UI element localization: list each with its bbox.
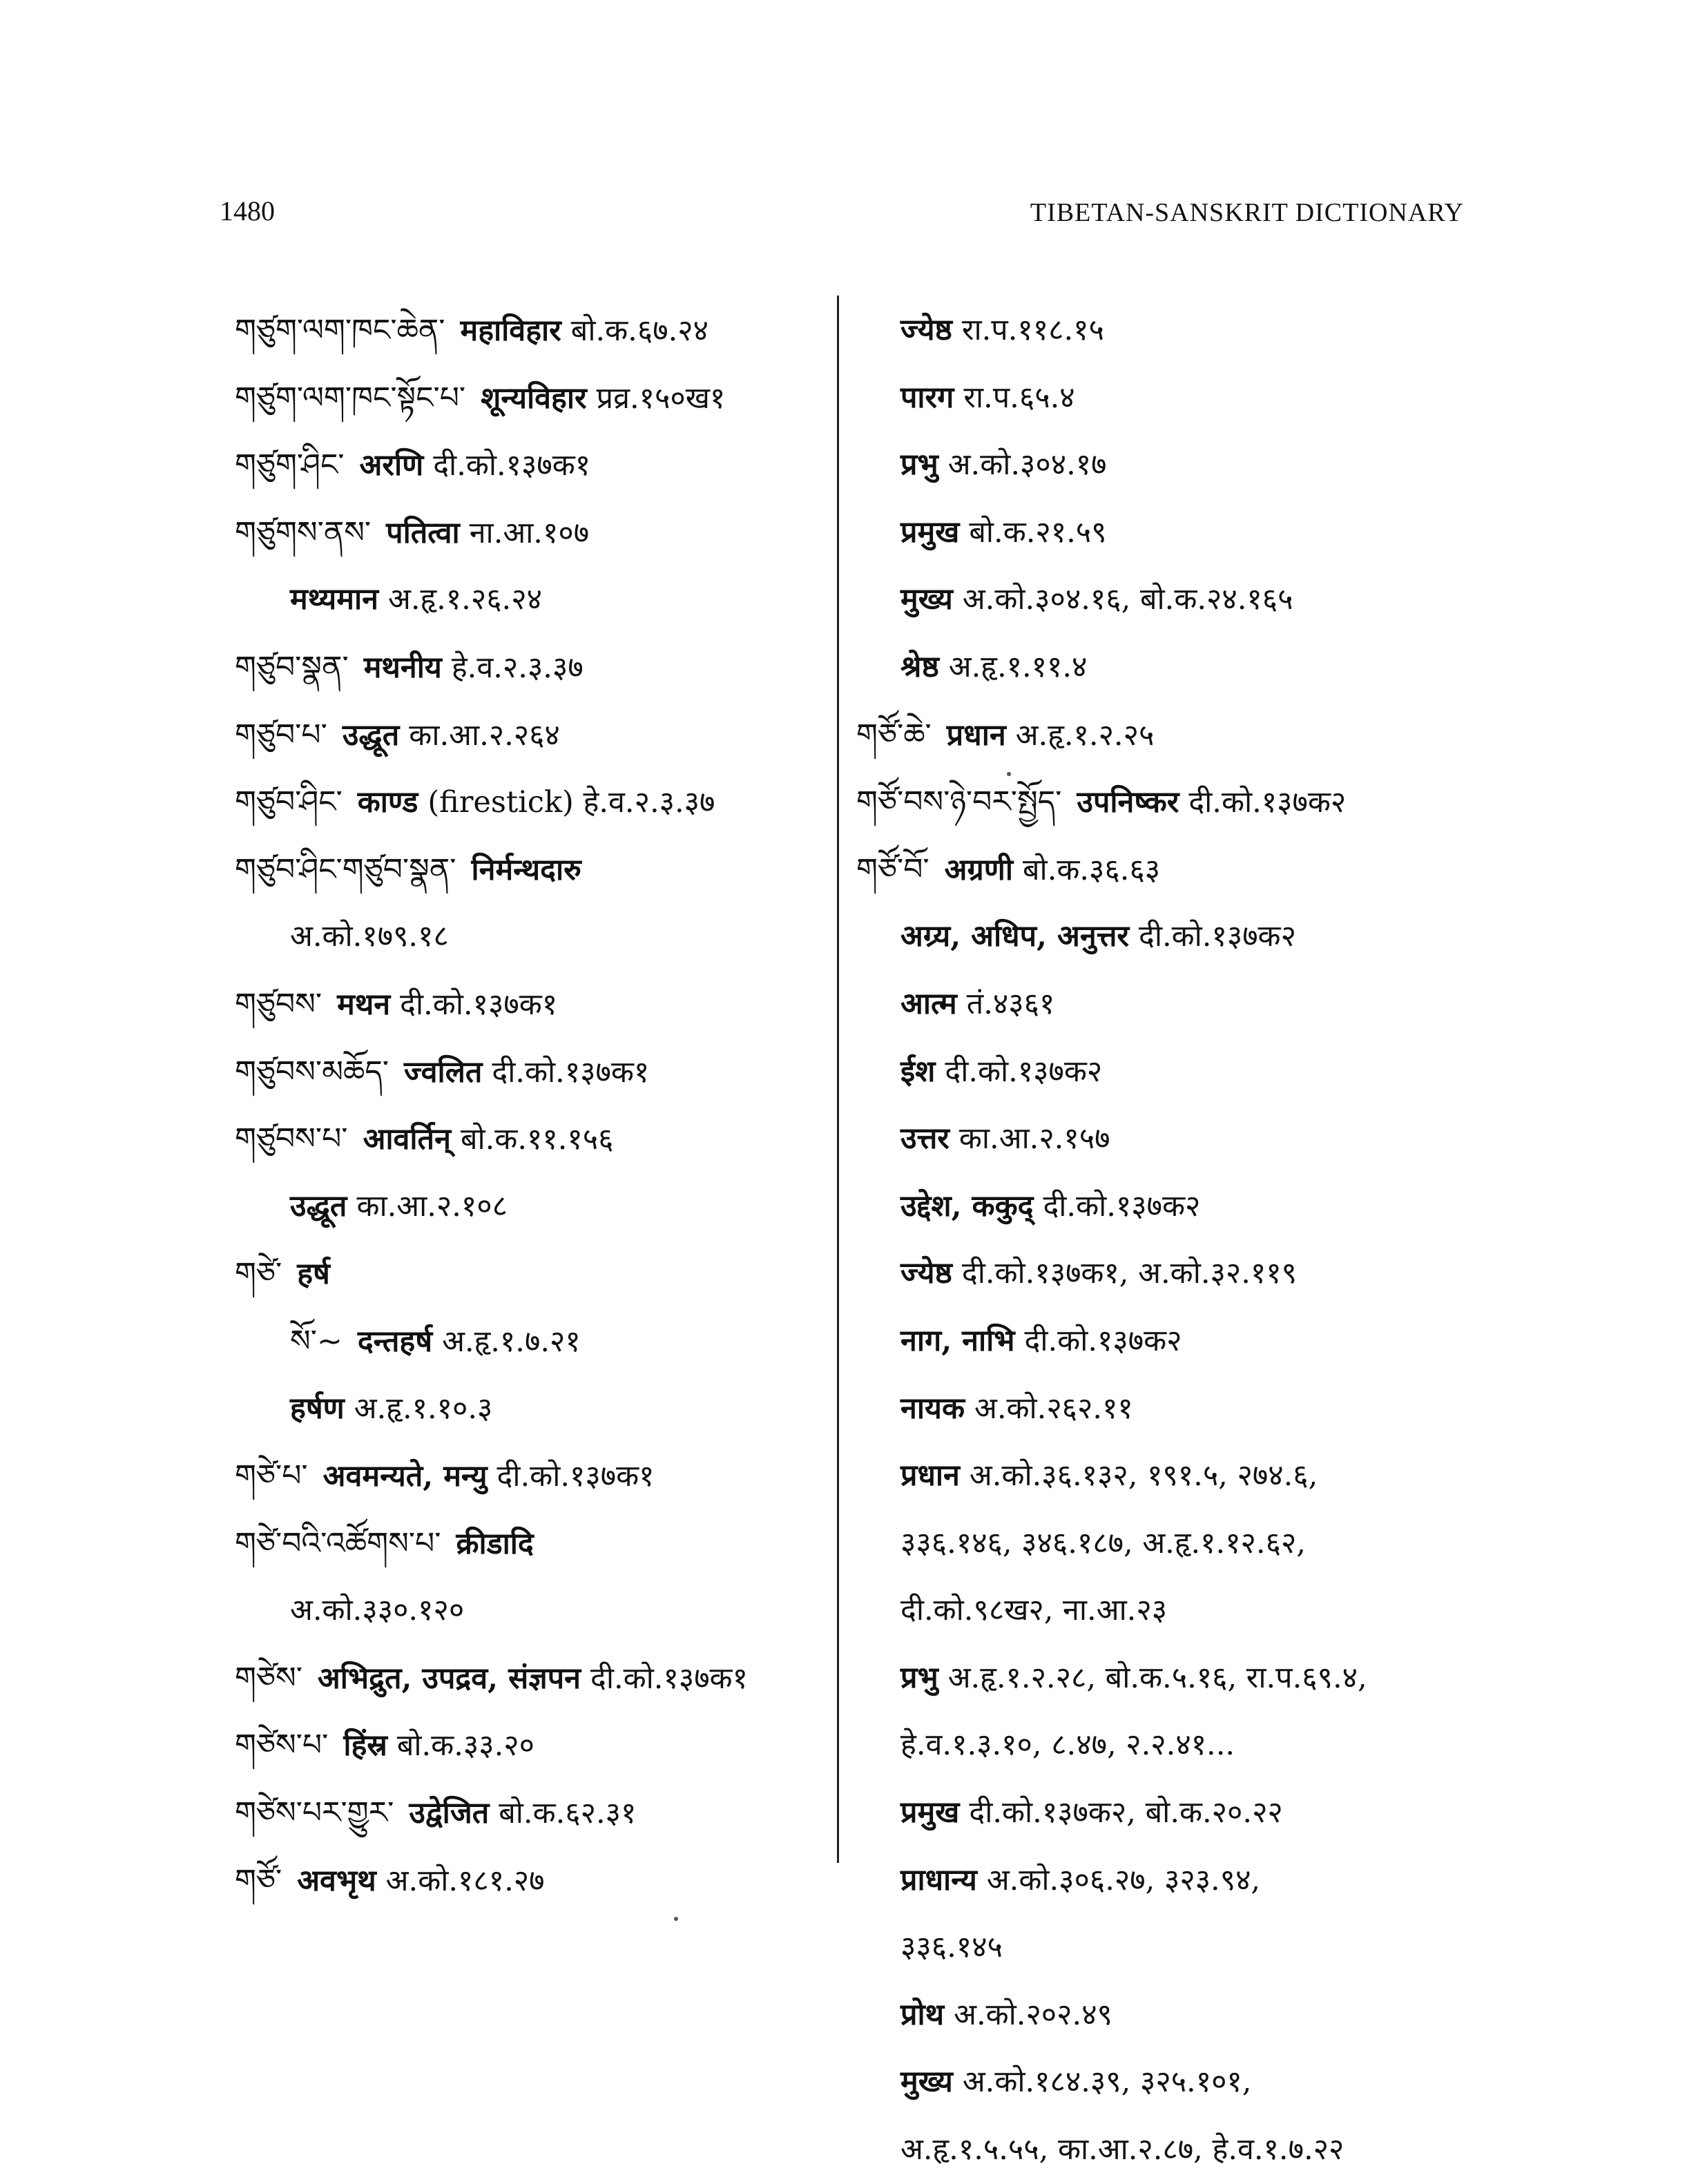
dictionary-line (235, 297, 822, 365)
sanskrit-headword: महाविहार (460, 313, 561, 348)
sanskrit-headword: पतित्वा (386, 515, 460, 550)
sanskrit-headword: आत्म (900, 986, 957, 1021)
sanskrit-headword: प्राधान्य (900, 1862, 977, 1897)
source-reference: का.आ.२.२६४ (409, 717, 560, 753)
tibetan-term: གཙུབ་ཤིང་ (235, 784, 343, 820)
tibetan-term: གཙོ་ཆེ་ (856, 717, 932, 753)
sanskrit-headword: अवभृथ (297, 1863, 376, 1898)
dictionary-line (235, 1038, 822, 1106)
sanskrit-headword: अग्रणी (944, 852, 1013, 887)
dictionary-line (856, 566, 1478, 634)
source-reference: प्रव्र.१५०ख१ (596, 380, 726, 416)
sanskrit-headword: प्रभु (900, 447, 938, 483)
dictionary-line (856, 971, 1478, 1038)
dictionary-line (235, 702, 822, 769)
dictionary-line (856, 1914, 1478, 1982)
dictionary-line (856, 769, 1478, 836)
source-reference: दी.को.१३७क२ (1043, 1188, 1201, 1224)
tibetan-term: གཙུག་ལག་ཁང་ཆེན་ (235, 313, 445, 348)
dictionary-line (856, 1375, 1478, 1443)
tibetan-term: གཙུག་ལག་ཁང་སྟོང་པ་ (235, 380, 466, 416)
sanskrit-headword: ईश (900, 1054, 936, 1089)
sanskrit-headword: प्रमुख (900, 514, 960, 550)
column-divider (837, 296, 839, 1863)
dictionary-line (235, 1779, 822, 1847)
sanskrit-headword: हर्षण (290, 1391, 345, 1426)
tibetan-term: གཙོ་ (235, 1862, 282, 1898)
source-reference: रा.प.११८.१५ (961, 313, 1104, 347)
scan-speck (1007, 772, 1011, 776)
tibetan-term: སོ་~ (290, 1323, 343, 1359)
source-reference: बो.क.३६.६३ (1023, 852, 1161, 887)
dictionary-line (856, 1105, 1478, 1173)
sanskrit-headword: ज्येष्ठ (900, 1256, 952, 1291)
source-reference: अ.हृ.१.२६.२४ (387, 582, 542, 617)
dictionary-line (856, 1173, 1478, 1241)
sanskrit-headword: शून्यविहार (481, 380, 587, 416)
dictionary-line (235, 769, 822, 836)
source-reference: हे.व.२.३.३७ (451, 650, 584, 685)
dictionary-line (235, 1308, 822, 1375)
source-reference: दी.को.९८ख२, ना.आ.२३ (900, 1593, 1168, 1628)
source-reference: दी.को.१३७क२, बो.क.२०.२२ (969, 1795, 1283, 1830)
sanskrit-headword: नायक (900, 1391, 965, 1426)
source-reference: बो.क.२१.५९ (969, 514, 1107, 550)
source-reference: दी.को.१३७क१ (492, 1054, 650, 1090)
source-reference: बो.क.६२.३१ (499, 1796, 637, 1831)
sanskrit-headword: क्रीडादि (456, 1526, 534, 1561)
sanskrit-headword: मुख्य (900, 2065, 953, 2100)
tibetan-term: གཙེ་པ་ (235, 1458, 308, 1494)
dictionary-line (235, 1173, 822, 1241)
source-reference: दी.को.१३७क२ (1139, 919, 1296, 954)
dictionary-line (235, 903, 822, 971)
source-reference: का.आ.२.१०८ (356, 1188, 508, 1224)
dictionary-line (856, 1847, 1478, 1915)
source-reference: अ.को.१८४.३९, ३२५.१०१, (962, 2065, 1252, 2100)
source-reference: बो.क.३३.२० (396, 1728, 534, 1763)
sanskrit-headword: प्रमुख (900, 1795, 960, 1830)
source-reference: अ.को.३०६.२७, ३२३.९४, (986, 1862, 1261, 1897)
source-reference: अ.को.३६.१३२, १९१.५, २७४.६, (969, 1458, 1318, 1494)
sanskrit-headword: उपनिष्कर (1077, 785, 1179, 820)
sanskrit-headword: श्रेष्ठ (900, 649, 939, 684)
sanskrit-headword: अभिद्रुत, उपद्रव, संज्ञपन (317, 1661, 581, 1696)
dictionary-line (235, 1240, 822, 1308)
source-reference: दी.को.१३७क१ (497, 1459, 655, 1494)
tibetan-term: གཙེ་བའི་འཚོགས་པ་ (235, 1525, 441, 1561)
dictionary-line (856, 1442, 1478, 1510)
tibetan-term: གཙུབས་པ་ (235, 1121, 348, 1157)
dictionary-line (235, 1847, 822, 1915)
dictionary-line (235, 1577, 822, 1645)
source-reference: अ.हृ.१.२.२५ (1015, 717, 1155, 753)
sanskrit-headword: हर्ष (297, 1257, 330, 1292)
sanskrit-headword: प्रधान (946, 717, 1006, 753)
source-reference: तं.४३६१ (966, 986, 1055, 1021)
dictionary-line (235, 1510, 822, 1578)
sanskrit-headword: मथनीय (363, 650, 442, 685)
sanskrit-headword: उद्धूत (342, 717, 400, 753)
dictionary-line (856, 1510, 1478, 1578)
source-reference: अ.को.२०२.४९ (954, 1997, 1112, 2032)
sanskrit-headword: दन्तहर्ष (357, 1324, 433, 1359)
source-reference: हे.व.१.३.१०, ८.४७, २.२.४१... (900, 1728, 1235, 1763)
source-reference: अ.हृ.१.१०.३ (354, 1391, 493, 1426)
sanskrit-headword: उद्वेजित (409, 1796, 490, 1831)
source-reference: ३३६.१४५ (900, 1930, 1003, 1965)
source-reference: का.आ.२.१५७ (958, 1121, 1110, 1157)
source-reference: अ.हृ.१.५.५५, का.आ.२.८७, हे.व.१.७.२२ (900, 2132, 1345, 2167)
source-reference: दी.को.१३७क२ (1188, 785, 1347, 820)
dictionary-line (235, 1105, 822, 1173)
left-column (235, 297, 822, 1914)
dictionary-line (856, 634, 1478, 702)
source-reference: दी.को.१३७क२ (1024, 1323, 1182, 1358)
dictionary-line (856, 836, 1478, 904)
dictionary-line (856, 1982, 1478, 2049)
sanskrit-headword: मुख्य (900, 582, 953, 617)
sanskrit-headword: हिंस्र (343, 1728, 387, 1763)
dictionary-line (235, 499, 822, 567)
dictionary-line (856, 2049, 1478, 2116)
source-reference: अ.को.२६२.११ (974, 1391, 1133, 1426)
tibetan-term: གཙོ་བས་ཉེ་བར་སྤྱོད་ (856, 784, 1062, 820)
dictionary-line (856, 1308, 1478, 1375)
sanskrit-headword: उत्तर (900, 1121, 950, 1157)
dictionary-line (856, 365, 1478, 432)
sanskrit-headword: ज्वलित (404, 1054, 483, 1090)
dictionary-line (235, 1645, 822, 1712)
dictionary-line (856, 432, 1478, 499)
sanskrit-headword: उद्देश, ककुद् (900, 1188, 1034, 1224)
tibetan-term: གཙོ་བོ་ (856, 851, 929, 887)
dictionary-line (856, 903, 1478, 971)
sanskrit-headword: काण्ड (357, 785, 418, 820)
dictionary-line (856, 1779, 1478, 1847)
page-number: 1480 (220, 195, 275, 226)
source-reference: बो.क.६७.२४ (570, 313, 709, 348)
tibetan-term: གཙེས་པར་གྱུར་ (235, 1795, 394, 1831)
dictionary-line (856, 1712, 1478, 1779)
dictionary-line (856, 1577, 1478, 1645)
dictionary-line (235, 566, 822, 634)
sanskrit-headword: प्रोथ (900, 1997, 945, 2032)
sanskrit-headword: नाग, नाभि (900, 1323, 1015, 1358)
source-reference: अ.हृ.१.७.२१ (442, 1324, 581, 1359)
sanskrit-headword: मथ्यमान (290, 582, 378, 617)
source-reference: बो.क.११.१५६ (460, 1122, 614, 1157)
dictionary-line (235, 1712, 822, 1779)
tibetan-term: གཙུབས་ (235, 986, 322, 1022)
sanskrit-headword: निर्मन्थदारु (471, 852, 581, 887)
sanskrit-headword: अवमन्यते, मन्यु (322, 1459, 488, 1494)
dictionary-line (856, 702, 1478, 769)
dictionary-line (856, 1038, 1478, 1106)
source-reference: अ.को.१८१.२७ (385, 1863, 545, 1898)
dictionary-line (235, 971, 822, 1038)
tibetan-term: གཙུབ་ཤིང་གཙུབ་སྣན་ (235, 851, 456, 887)
tibetan-term: གཙུག་ཤིང་ (235, 447, 345, 483)
tibetan-term: གཙེ་ (235, 1256, 282, 1292)
source-reference: अ.को.३०४.१७ (947, 447, 1107, 483)
dictionary-line (856, 499, 1478, 567)
tibetan-term: གཙུབ་སྣན་ (235, 649, 349, 685)
source-reference: अ.हृ.१.२.२८, बो.क.५.१६, रा.प.६९.४, (947, 1660, 1367, 1695)
source-reference: दी.को.१३७क२ (945, 1054, 1103, 1089)
running-head: TIBETAN-SANSKRIT DICTIONARY (1030, 198, 1464, 227)
scan-speck (674, 1917, 678, 1921)
sanskrit-headword: अरणि (359, 448, 424, 483)
sanskrit-headword: ज्येष्ठ (900, 313, 952, 347)
sanskrit-headword: उद्धूत (290, 1188, 347, 1224)
dictionary-line (235, 836, 822, 904)
dictionary-line (235, 432, 822, 499)
right-column (856, 297, 1478, 2184)
source-reference: अ.को.३०४.१६, बो.क.२४.१६५ (962, 582, 1293, 617)
dictionary-line (856, 2116, 1478, 2184)
tibetan-term: གཙེས་ (235, 1660, 302, 1696)
dictionary-line (235, 1442, 822, 1510)
source-reference: ३३६.१४६, ३४६.१८७, अ.हृ.१.१२.६२, (900, 1525, 1306, 1560)
source-reference: (firestick) हे.व.२.३.३७ (427, 785, 715, 820)
tibetan-term: གཙུབ་པ་ (235, 717, 327, 753)
source-reference: ना.आ.१०७ (469, 515, 590, 550)
dictionary-line (856, 1645, 1478, 1712)
dictionary-line (235, 1375, 822, 1443)
source-reference: अ.को.१७९.१८ (290, 919, 449, 954)
tibetan-term: གཙུགས་ནས་ (235, 514, 372, 550)
sanskrit-headword: पारग (900, 380, 954, 415)
sanskrit-headword: अग्र्य, अधिप, अनुत्तर (900, 919, 1129, 954)
source-reference: दी.को.१३७क१ (433, 448, 591, 483)
source-reference: दी.को.१३७क१ (590, 1661, 748, 1696)
source-reference: अ.हृ.१.११.४ (948, 649, 1088, 684)
source-reference: रा.प.६५.४ (963, 380, 1075, 415)
dictionary-line (856, 297, 1478, 365)
sanskrit-headword: प्रधान (900, 1458, 960, 1494)
dictionary-line (235, 365, 822, 432)
tibetan-term: གཙེས་པ་ (235, 1728, 329, 1763)
source-reference: दी.को.१३७क१, अ.को.३२.११९ (961, 1256, 1297, 1291)
source-reference: दी.को.१३७क१ (400, 987, 558, 1022)
sanskrit-headword: आवर्तिन् (363, 1122, 451, 1157)
sanskrit-headword: प्रभु (900, 1660, 938, 1695)
sanskrit-headword: मथन (337, 987, 391, 1022)
dictionary-line (856, 1240, 1478, 1308)
source-reference: अ.को.३३०.१२० (290, 1593, 465, 1628)
tibetan-term: གཙུབས་མཆོད་ (235, 1054, 389, 1090)
dictionary-line (235, 634, 822, 702)
